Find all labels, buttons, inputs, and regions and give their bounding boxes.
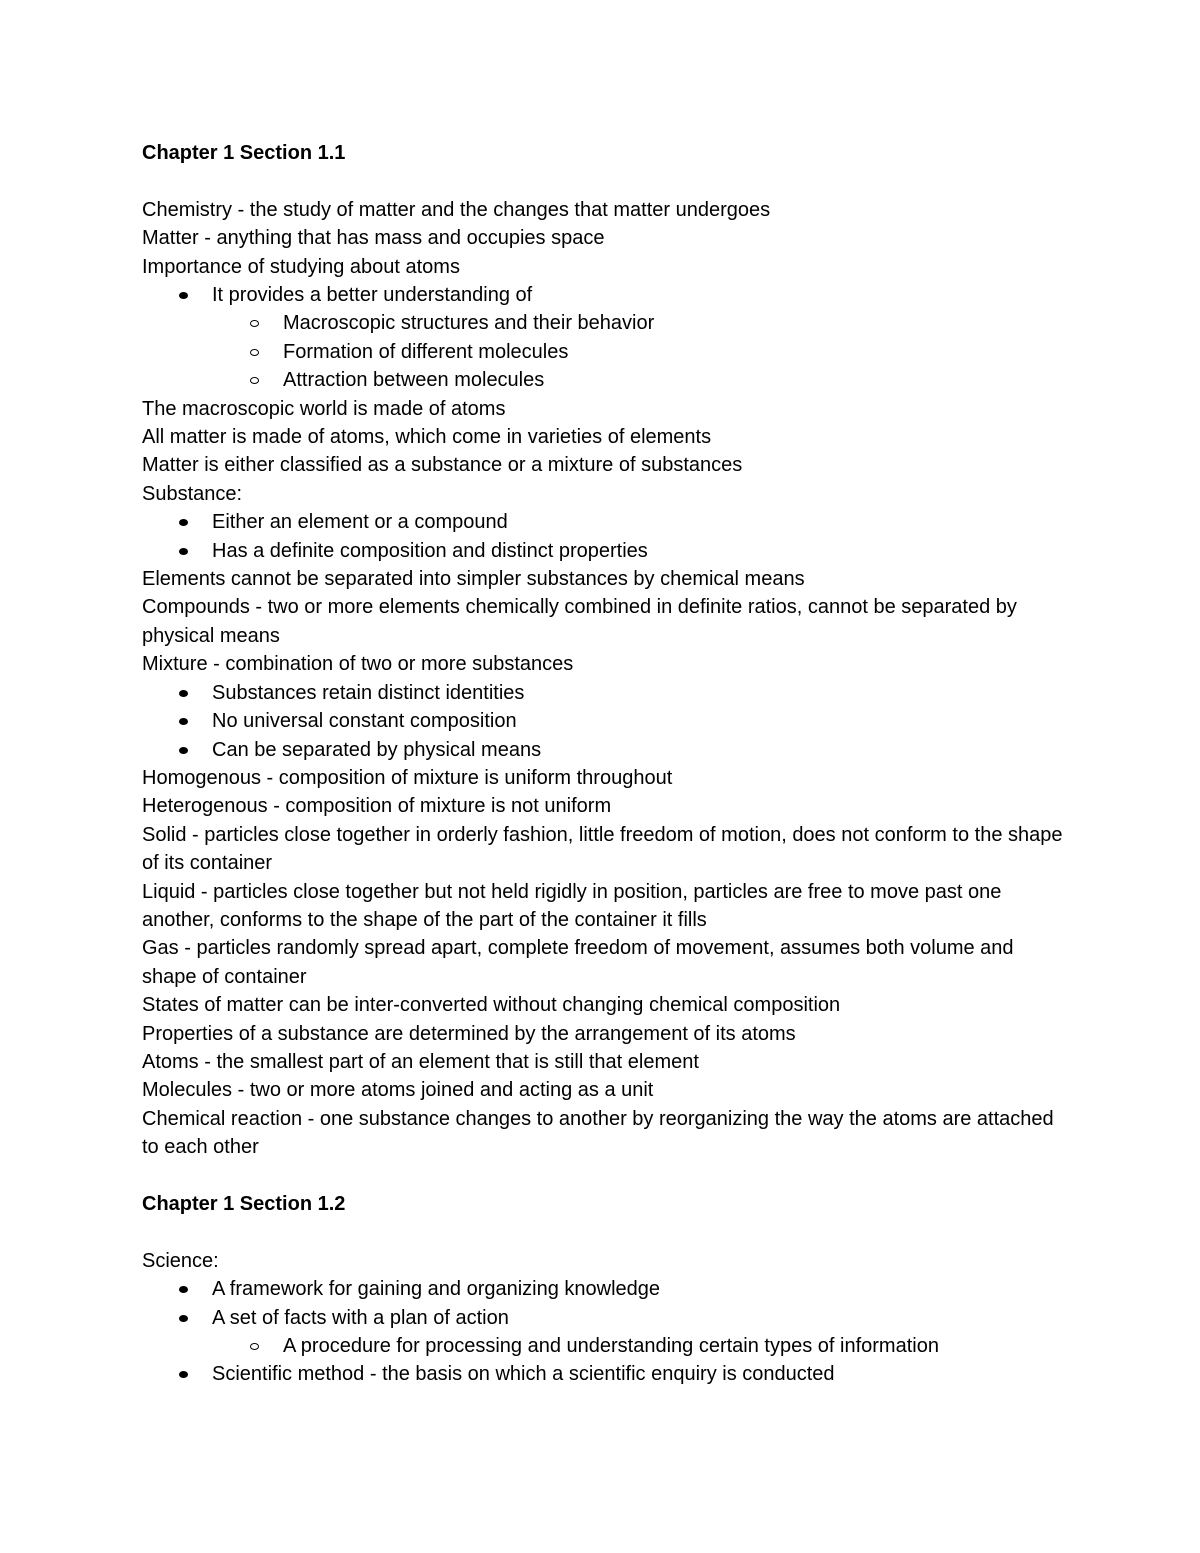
bullet-item [142,679,1072,707]
blank-line [142,167,1072,195]
filled-bullet-icon [179,690,188,697]
definition-gas: Gas - particles randomly spread apart, complete freedom of movement, assumes both volume and shape of container [142,937,1014,988]
hollow-bullet-icon [250,377,259,384]
definition-heterogenous: Heterogenous - composition of mixture is not uniform [142,795,612,818]
bullet-item [142,1275,1072,1303]
note-science: Science: [142,1249,219,1272]
bullet-item [142,537,1072,565]
section-heading: Chapter 1 Section 1.1 [142,142,346,164]
definition-matter: Matter - anything that has mass and occupies space [142,227,605,250]
note-importance: Importance of studying about atoms [142,255,460,278]
note-states: States of matter can be inter-converted without changing chemical composition [142,994,841,1017]
blank-line [142,1162,1072,1190]
bullet-text: It provides a better understanding of [212,284,533,307]
bullet-text: No universal constant composition [212,710,517,733]
definition-solid: Solid - particles close together in orderly fashion, little freedom of motion, does not conform to the shape of its container [142,823,1063,875]
sub-bullet-text: Macroscopic structures and their behavior [283,312,655,335]
bullet-text: Substances retain distinct identities [212,681,525,704]
bullet-item [142,707,1072,735]
hollow-bullet-icon [250,1343,259,1350]
hollow-bullet-icon [250,320,259,327]
filled-bullet-icon [179,519,188,526]
note-macroscopic-world: The macroscopic world is made of atoms [142,397,506,420]
definition-mixture: Mixture - combination of two or more substances [142,653,574,676]
section-heading: Chapter 1 Section 1.2 [142,1193,346,1215]
filled-bullet-icon [179,548,188,555]
sub-bullet-item [142,338,1072,366]
note-all-matter: All matter is made of atoms, which come in varieties of elements [142,426,712,449]
bullet-item [142,508,1072,536]
bullet-item [142,1304,1072,1332]
note-elements: Elements cannot be separated into simpler substances by chemical means [142,568,805,591]
bullet-text: Either an element or a compound [212,511,508,534]
definition-molecules: Molecules - two or more atoms joined and acting as a unit [142,1079,654,1102]
filled-bullet-icon [179,1371,188,1378]
bullet-text: Scientific method - the basis on which a scientific enquiry is conducted [212,1363,835,1386]
filled-bullet-icon [179,1315,188,1322]
bullet-text: Can be separated by physical means [212,738,542,761]
note-properties: Properties of a substance are determined by the arrangement of its atoms [142,1022,796,1045]
bullet-item [142,1360,1072,1388]
definition-atoms: Atoms - the smallest part of an element that is still that element [142,1050,699,1073]
bullet-text: Has a definite composition and distinct properties [212,539,648,562]
definition-homogenous: Homogenous - composition of mixture is uniform throughout [142,766,673,789]
sub-bullet-item [142,366,1072,394]
bullet-text: A framework for gaining and organizing knowledge [212,1278,661,1301]
bullet-item [142,281,1072,309]
definition-chemistry: Chemistry - the study of matter and the changes that matter undergoes [142,198,771,221]
bullet-item [142,736,1072,764]
blank-line [142,1218,1072,1246]
sub-bullet-text: Formation of different molecules [283,340,569,363]
sub-bullet-text: A procedure for processing and understanding certain types of information [283,1335,939,1358]
note-substance: Substance: [142,482,243,505]
bullet-text: A set of facts with a plan of action [212,1306,509,1329]
filled-bullet-icon [179,718,188,725]
hollow-bullet-icon [250,349,259,356]
definition-compounds: Compounds - two or more elements chemically combined in definite ratios, cannot be separated by physical means [142,596,1017,647]
definition-liquid: Liquid - particles close together but not held rigidly in position, particles are free to move past one another, conforms to the shape of the part of the container it fills [142,880,1002,931]
filled-bullet-icon [179,292,188,299]
document-page [142,139,1072,1389]
filled-bullet-icon [179,747,188,754]
sub-bullet-text: Attraction between molecules [283,369,545,392]
note-classified: Matter is either classified as a substance or a mixture of substances [142,454,743,477]
sub-bullet-item [142,309,1072,337]
definition-chemical-reaction: Chemical reaction - one substance changes to another by reorganizing the way the atoms are attached to each other [142,1107,1054,1159]
filled-bullet-icon [179,1286,188,1293]
sub-bullet-item [142,1332,1072,1360]
